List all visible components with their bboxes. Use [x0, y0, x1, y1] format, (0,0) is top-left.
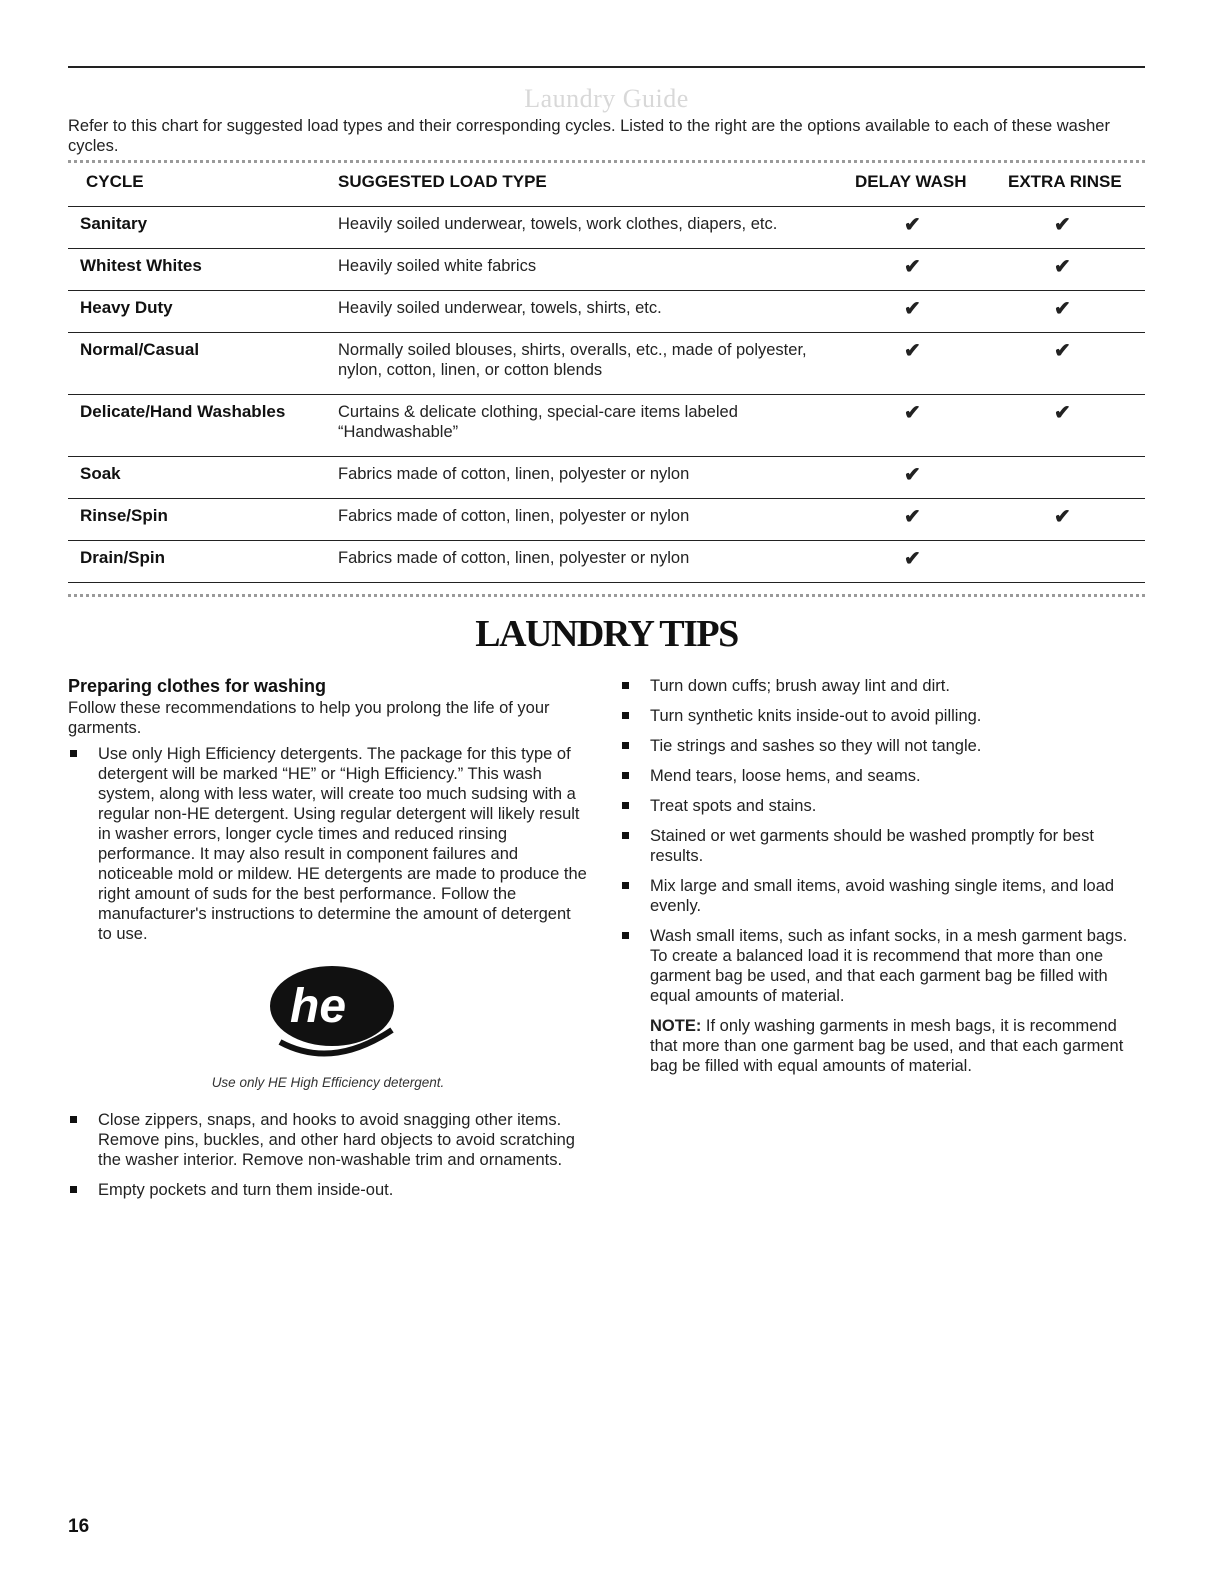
load-type: Fabrics made of cotton, linen, polyester or nylon: [338, 507, 690, 525]
header-load: SUGGESTED LOAD TYPE: [338, 172, 547, 191]
cycle-name: Whitest Whites: [80, 256, 202, 275]
bullet-square-icon: [622, 742, 629, 749]
bullet-square-icon: [622, 882, 629, 889]
delay-wash-check-icon: ✔: [904, 340, 921, 362]
tips-left-column: [68, 676, 588, 954]
he-detergent-text: Use only High Efficiency detergents. The package for this type of detergent will be marked “HE” or “High Efficiency.” This wash system, along with less water, will create too much sudsing with a regular non-HE detergent. Using regular detergent will likely result in washer errors, longer cycle times and reduced rinsing performance. It may also result in component failures and noticeable mold or mildew. HE detergents are made to produce the right amount of suds for the best performance. Follow the manufacturer's instructions to determine the amount of detergent to use.: [98, 745, 587, 943]
guide-intro: Refer to this chart for suggested load types and their corresponding cycles. Listed to the right are the options available to each of these washer cycles.: [68, 117, 1110, 155]
table-row: [68, 206, 1145, 249]
extra-rinse-check-icon: ✔: [1054, 506, 1071, 528]
cycle-name: Heavy Duty: [80, 298, 173, 317]
he-logo: [252, 960, 402, 1060]
table-row: [68, 540, 1145, 583]
tip-text: Tie strings and sashes so they will not tangle.: [650, 737, 982, 755]
bullet-square-icon: [70, 1116, 77, 1123]
table-row: [68, 248, 1145, 291]
bullet-square-icon: [622, 682, 629, 689]
cycle-name: Drain/Spin: [80, 548, 166, 567]
tip-bullet: [620, 766, 1145, 786]
tips-intro: Follow these recommendations to help you prolong the life of your garments.: [68, 699, 550, 737]
tip-text: Mix large and small items, avoid washing single items, and load evenly.: [650, 877, 1115, 915]
bullet-square-icon: [622, 712, 629, 719]
load-type: Fabrics made of cotton, linen, polyester or nylon: [338, 465, 690, 483]
table-row: [68, 394, 1145, 457]
tip-bullet: [620, 926, 1145, 1006]
tip-bullet: [620, 876, 1145, 916]
top-rule: [68, 66, 1145, 68]
bullet-square-icon: [622, 802, 629, 809]
header-extra-rinse: EXTRA RINSE: [1008, 172, 1122, 191]
tip-bullet: [68, 1110, 588, 1170]
tip-text: Mend tears, loose hems, and seams.: [650, 767, 921, 785]
tip-text: Treat spots and stains.: [650, 797, 817, 815]
load-type: Curtains & delicate clothing, special-care items labeled “Handwashable”: [338, 403, 738, 441]
load-type: Heavily soiled white fabrics: [338, 257, 537, 275]
tip-text: Turn synthetic knits inside-out to avoid pilling.: [650, 707, 982, 725]
note-label: NOTE:: [650, 1017, 702, 1035]
tip-bullet: [620, 796, 1145, 816]
load-type: Normally soiled blouses, shirts, overalls, etc., made of polyester, nylon, cotton, linen, or cotton blends: [338, 341, 807, 379]
delay-wash-check-icon: ✔: [904, 256, 921, 278]
tip-bullet: [68, 1180, 588, 1200]
extra-rinse-check-icon: ✔: [1054, 402, 1071, 424]
load-type: Heavily soiled underwear, towels, work clothes, diapers, etc.: [338, 215, 778, 233]
cycle-name: Soak: [80, 464, 121, 483]
cycle-name: Normal/Casual: [80, 340, 200, 359]
tip-bullet: [620, 706, 1145, 726]
tip-bullet: [620, 826, 1145, 866]
table-header: [68, 170, 1145, 207]
tip-text: Wash small items, such as infant socks, in a mesh garment bags. To create a balanced load it is recommend that more than one garment bag be used, and that each garment bag be filled with equal amounts of material.: [650, 927, 1128, 1005]
bullet-square-icon: [622, 772, 629, 779]
header-cycle: CYCLE: [86, 172, 144, 191]
table-bottom-divider: [68, 594, 1145, 597]
table-row: [68, 456, 1145, 499]
delay-wash-check-icon: ✔: [904, 506, 921, 528]
bullet-square-icon: [622, 932, 629, 939]
delay-wash-check-icon: ✔: [904, 548, 921, 570]
extra-rinse-check-icon: ✔: [1054, 214, 1071, 236]
delay-wash-check-icon: ✔: [904, 214, 921, 236]
table-row: [68, 498, 1145, 541]
bullet-square-icon: [70, 750, 77, 757]
table-row: [68, 332, 1145, 395]
load-type: Fabrics made of cotton, linen, polyester or nylon: [338, 549, 690, 567]
guide-title: Laundry Guide: [524, 84, 689, 113]
tip-text: Turn down cuffs; brush away lint and dirt.: [650, 677, 950, 695]
tips-title: LAUNDRY TIPS: [475, 613, 738, 655]
extra-rinse-check-icon: ✔: [1054, 340, 1071, 362]
tip-text: Empty pockets and turn them inside-out.: [98, 1181, 394, 1199]
bullet-square-icon: [70, 1186, 77, 1193]
tip-bullet: [620, 676, 1145, 696]
bullet-square-icon: [622, 832, 629, 839]
extra-rinse-check-icon: ✔: [1054, 298, 1071, 320]
note-text: If only washing garments in mesh bags, it is recommend that more than one garment bag be used, and that each garment bag be filled with equal amounts of material.: [650, 1017, 1124, 1075]
mesh-bag-note: [620, 1016, 1145, 1076]
tip-text: Stained or wet garments should be washed promptly for best results.: [650, 827, 1094, 865]
table-row: [68, 290, 1145, 333]
cycle-name: Delicate/Hand Washables: [80, 402, 286, 421]
table-top-divider: [68, 160, 1145, 163]
page-number: 16: [68, 1516, 90, 1537]
he-caption: Use only HE High Efficiency detergent.: [211, 1075, 445, 1090]
extra-rinse-check-icon: ✔: [1054, 256, 1071, 278]
tips-subheading: Preparing clothes for washing: [68, 676, 327, 696]
tips-right-column: [620, 676, 1145, 1076]
cycle-name: Rinse/Spin: [80, 506, 168, 525]
delay-wash-check-icon: ✔: [904, 298, 921, 320]
delay-wash-check-icon: ✔: [904, 464, 921, 486]
he-detergent-tip: [68, 744, 588, 944]
cycle-name: Sanitary: [80, 214, 148, 233]
load-type: Heavily soiled underwear, towels, shirts, etc.: [338, 299, 662, 317]
delay-wash-check-icon: ✔: [904, 402, 921, 424]
header-delay-wash: DELAY WASH: [855, 172, 967, 191]
tip-bullet: [620, 736, 1145, 756]
he-logo-text: he: [290, 980, 347, 1033]
tip-text: Close zippers, snaps, and hooks to avoid snagging other items. Remove pins, buckles, and other hard objects to avoid scratching the washer interior. Remove non-washable trim and ornaments.: [98, 1111, 575, 1169]
tips-left-lower: [68, 1110, 588, 1210]
